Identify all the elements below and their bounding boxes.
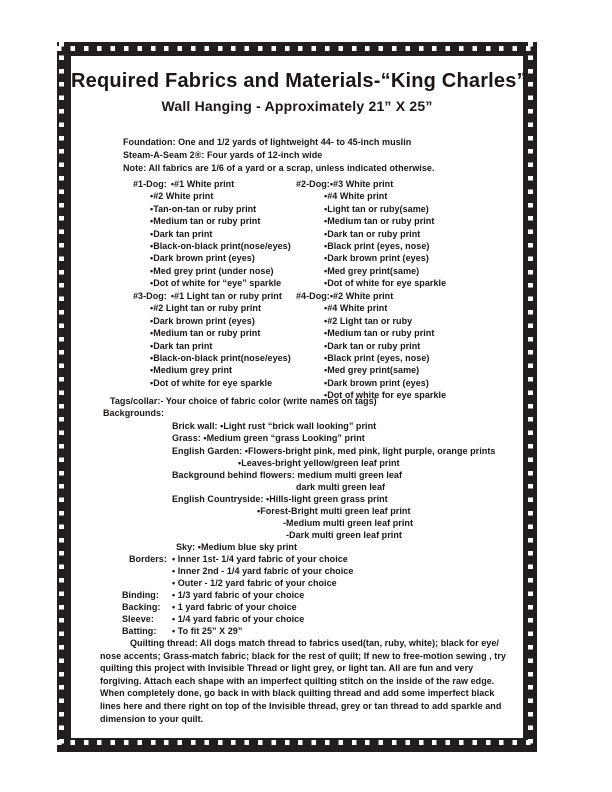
border-dots-top	[57, 46, 537, 51]
dog-item: •#2 White print	[329, 291, 394, 301]
dog-item: •Medium grey print	[150, 365, 233, 376]
dog-item: •#2 White print	[150, 191, 214, 202]
dog-item: •Dot of white for eye sparkle	[324, 390, 447, 401]
steam-a-seam-line: Steam-A-Seam 2®: Four yards of 12-inch wide	[123, 150, 323, 160]
background-garden-leaves: •Leaves-bright yellow/green leaf print	[238, 458, 400, 468]
background-english-garden: English Garden: •Flowers-bright pink, med pink, light purple, orange prints	[172, 446, 496, 456]
background-brick-wall: Brick wall: •Light rust “brick wall looking” print	[172, 421, 377, 431]
dog-item: •#3 White print	[329, 179, 394, 189]
backing-label: Backing:	[122, 602, 161, 612]
background-sky: Sky: •Medium blue sky print	[176, 542, 298, 552]
dog-3-heading	[133, 290, 291, 302]
dog-4-list	[296, 290, 446, 402]
dog-2-label: #2-Dog:	[296, 179, 330, 189]
dog-item: •Light tan or ruby(same)	[324, 203, 429, 214]
dog-3-label: #3-Dog:	[133, 291, 167, 301]
dog-item: •Black print (eyes, nose)	[324, 353, 430, 364]
background-grass: Grass: •Medium green “grass Looking” print	[172, 433, 365, 443]
dog-2-list	[296, 178, 446, 290]
dog-item: •Med grey print(same)	[324, 365, 420, 376]
dog-item: •Black print (eyes, nose)	[324, 241, 430, 252]
dog-item: •Black-on-black print(nose/eyes)	[150, 241, 291, 252]
dog-item: •#1 White print	[170, 179, 235, 189]
border-inner-1st: • Inner 1st- 1/4 yard fabric of your choice	[172, 554, 348, 564]
dog-item: •Med grey print(same)	[324, 265, 420, 276]
dog-item: •#2 Light tan or ruby	[324, 315, 413, 326]
dog-1-items	[150, 190, 291, 289]
tags-collar-line: Tags/collar:- Your choice of fabric color (write names on tags)	[110, 396, 377, 406]
page-subtitle: Wall Hanging - Approximately 21” X 25”	[161, 98, 433, 114]
background-forest-dark: -Dark multi green leaf print	[286, 530, 402, 540]
dog-item: •Dark tan or ruby print	[324, 340, 421, 351]
dog-item: •#4 White print	[324, 191, 388, 202]
dog-item: •Medium tan or ruby print	[324, 328, 435, 339]
quilting-thread-paragraph: Quilting thread: All dogs match thread to fabrics used(tan, ruby, white); black for eye/ nose accents; Grass-match fabric; black for the rest of quilt; If new to free-motion sewing , try quilting this project with Invisible Thread or light grey, or light tan. All are fun and very forgiving. Attach each shape with an imperfect quilting stitch on the inside of the raw edge. When completely done, go back in with black quilting thread and add some imperfect black lines here and there right on top of the Invisible thread, grey or tan thread to add sparkle and dimension to your quilt.	[100, 638, 506, 724]
dog-1-heading	[133, 178, 291, 190]
dog-item: •Black-on-black print(nose/eyes)	[150, 353, 291, 364]
dog-item: •Dark tan print	[150, 340, 213, 351]
dog-2-items	[324, 190, 446, 289]
binding-label: Binding:	[122, 590, 159, 600]
dog-1-list	[133, 178, 291, 290]
dog-item: •Dark brown print (eyes)	[324, 377, 429, 388]
note-line: Note: All fabrics are 1/6 of a yard or a scrap, unless indicated otherwise.	[123, 163, 435, 173]
dog-1-label: #1-Dog:	[133, 179, 167, 189]
dog-item: •Dark brown print (eyes)	[150, 315, 255, 326]
dog-4-items	[324, 302, 446, 401]
border-dots-left	[59, 42, 64, 752]
background-forest: •Forest-Bright multi green leaf print	[257, 506, 411, 516]
background-forest-medium: -Medium multi green leaf print	[283, 518, 414, 528]
borders-label: Borders:	[129, 554, 167, 564]
batting-value: • To fit 25” X 29”	[172, 626, 243, 636]
border-outer: • Outer - 1/2 yard fabric of your choice	[172, 578, 337, 588]
dog-4-label: #4-Dog:	[296, 291, 330, 301]
backing-value: • 1 yard fabric of your choice	[172, 602, 297, 612]
dog-4-heading	[296, 290, 446, 302]
dog-item: •Tan-on-tan or ruby print	[150, 203, 257, 214]
border-dots-bottom	[57, 740, 537, 745]
background-countryside: English Countryside: •Hills-light green grass print	[172, 494, 388, 504]
backgrounds-heading: Backgrounds:	[103, 408, 165, 418]
sleeve-value: • 1/4 yard fabric of your choice	[172, 614, 305, 624]
dog-item: •Dot of white for “eye” sparkle	[150, 278, 282, 289]
dog-item: •#1 Light tan or ruby print	[170, 291, 282, 301]
background-behind-flowers-dark: dark multi green leaf	[296, 482, 386, 492]
dog-item: •Dot of white for eye sparkle	[150, 377, 273, 388]
dog-item: •Dark tan print	[150, 228, 213, 239]
sleeve-label: Sleeve:	[122, 614, 154, 624]
dog-item: •#4 White print	[324, 303, 388, 314]
dog-item: •Dot of white for eye sparkle	[324, 278, 447, 289]
dog-item: •Med grey print (under nose)	[150, 265, 274, 276]
page-title: Required Fabrics and Materials-“King Charles”	[71, 70, 527, 92]
dog-item: •Medium tan or ruby print	[324, 216, 435, 227]
dog-item: •Medium tan or ruby print	[150, 328, 261, 339]
dog-item: •Dark tan or ruby print	[324, 228, 421, 239]
dog-item: •Medium tan or ruby print	[150, 216, 261, 227]
background-behind-flowers: Background behind flowers: medium multi green leaf	[172, 470, 403, 480]
dog-2-heading	[296, 178, 446, 190]
dog-3-items	[150, 302, 291, 389]
dog-item: •#2 Light tan or ruby print	[150, 303, 262, 314]
dog-3-list	[133, 290, 291, 389]
batting-label: Batting:	[122, 626, 157, 636]
border-dots-right	[528, 42, 533, 752]
foundation-line: Foundation: One and 1/2 yards of lightweight 44- to 45-inch muslin	[123, 137, 412, 147]
dog-item: •Dark brown print (eyes)	[324, 253, 429, 264]
border-inner-2nd: • Inner 2nd - 1/4 yard fabric of your choice	[172, 566, 354, 576]
binding-value: • 1/3 yard fabric of your choice	[172, 590, 305, 600]
dog-item: •Dark brown print (eyes)	[150, 253, 255, 264]
